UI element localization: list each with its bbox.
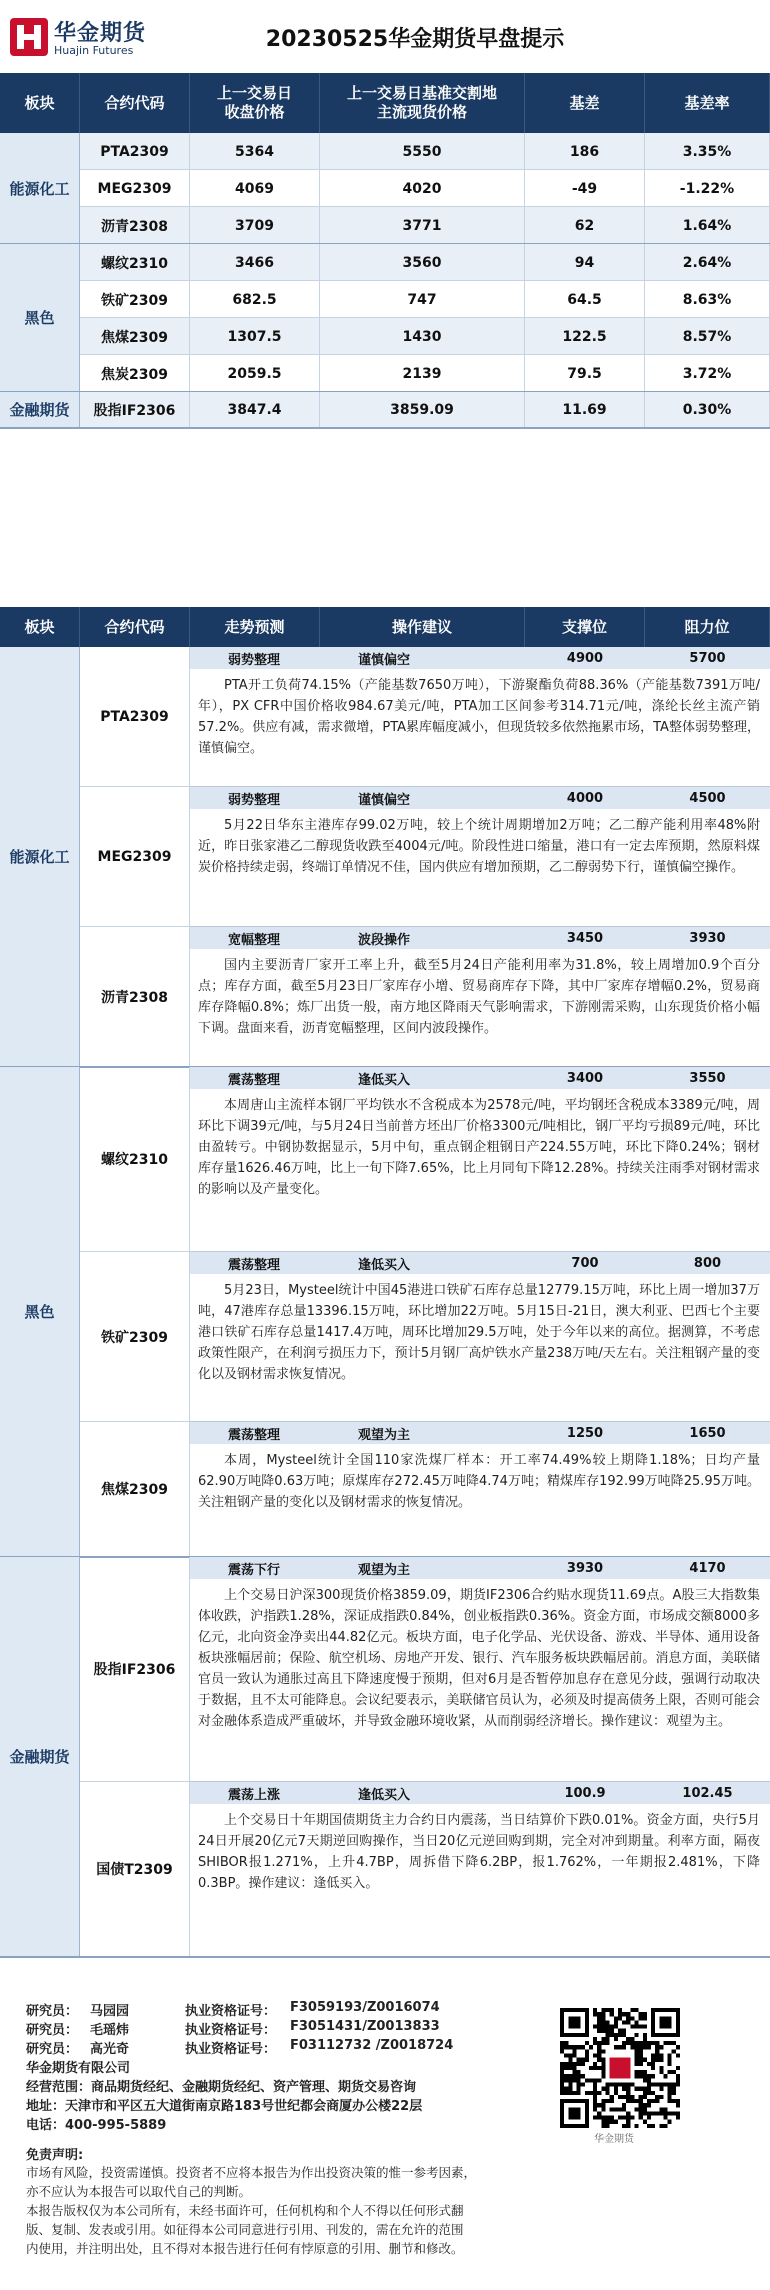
company-address: 地址：天津市和平区五大道街南京路183号世纪都会商厦办公楼22层 xyxy=(26,2099,423,2114)
contract-code: MEG2309 xyxy=(80,787,190,927)
table-cell: -49 xyxy=(525,170,645,207)
disclaimer-line: 市场有风险，投资需谨慎。投资者不应将本报告为作出投资决策的惟一参考因素， xyxy=(26,2165,477,2180)
trend-forecast: 弱势整理 xyxy=(228,652,281,668)
table-header-cell: 合约代码 xyxy=(80,607,190,647)
operation-advice: 逢低买入 xyxy=(358,1257,411,1273)
cert-number: F03112732 /Z0018724 xyxy=(290,2038,454,2053)
cert-label: 执业资格证号： xyxy=(185,2004,277,2019)
company-name: 华金期货有限公司 xyxy=(26,2061,131,2076)
table-cell: 1430 xyxy=(320,318,525,355)
table-cell: 62 xyxy=(525,207,645,244)
contract-code: 螺纹2310 xyxy=(80,1067,190,1252)
table-cell: 5364 xyxy=(190,133,320,170)
table-cell: 3466 xyxy=(190,244,320,281)
contract-code: 沥青2308 xyxy=(80,927,190,1067)
cert-number: F3051431/Z0013833 xyxy=(290,2019,440,2034)
support-level: 4000 xyxy=(566,790,604,806)
researcher-role: 研究员： xyxy=(26,2023,79,2038)
table-cell: 79.5 xyxy=(525,355,645,392)
trend-forecast: 震荡整理 xyxy=(228,1072,281,1088)
table-cell: 8.63% xyxy=(645,281,770,318)
table-header-cell: 上一交易日 收盘价格 xyxy=(190,73,320,133)
table-cell: 3859.09 xyxy=(320,392,525,428)
table-cell: 747 xyxy=(320,281,525,318)
contract-code: 股指IF2306 xyxy=(80,392,190,428)
resistance-level: 5700 xyxy=(689,650,726,666)
table-cell: 186 xyxy=(525,133,645,170)
section-divider xyxy=(0,427,770,429)
analysis-text: 本周，Mysteel统计全国110家洗煤厂样本：开工率74.49%较上期降1.18%；日均产量62.90万吨降0.63万吨；原煤库存272.45万吨降4.74万吨；精煤库存192.99万吨降25.95万吨。关注粗钢产量的变化以及钢材需求的恢复情况。 xyxy=(198,1453,760,1510)
table-header-cell: 合约代码 xyxy=(80,73,190,133)
table-cell: 3847.4 xyxy=(190,392,320,428)
resistance-level: 4170 xyxy=(689,1560,726,1576)
trend-forecast: 震荡整理 xyxy=(228,1257,281,1273)
operation-advice: 谨慎偏空 xyxy=(358,652,411,668)
contract-code: 股指IF2306 xyxy=(80,1557,190,1782)
table-cell: 1307.5 xyxy=(190,318,320,355)
resistance-level: 102.45 xyxy=(682,1785,733,1801)
table-header-cell: 板块 xyxy=(0,73,80,133)
support-level: 3400 xyxy=(566,1070,604,1086)
section-label: 金融期货 xyxy=(0,1557,80,1957)
trend-forecast: 震荡上涨 xyxy=(228,1787,281,1803)
analysis-text: 5月22日华东主港库存99.02万吨，较上个统计周期增加2万吨；乙二醇产能利用率48%附近，昨日张家港乙二醇现货收跌至4004元/吨。阶段性进口缩量，港口有一定去库预期，然原料煤炭价格持续走弱，终端订单情况不佳，国内供应有增加预期，乙二醇弱势下行，谨慎偏空操作。 xyxy=(198,818,760,875)
support-level: 4900 xyxy=(566,650,604,666)
trend-forecast: 震荡整理 xyxy=(228,1427,281,1443)
cert-label: 执业资格证号： xyxy=(185,2023,277,2038)
researcher-role: 研究员： xyxy=(26,2042,79,2057)
logo-cn: 华金期货 xyxy=(54,21,147,46)
analysis-text: 5月23日，Mysteel统计中国45港进口铁矿石库存总量12779.15万吨，环比上周一增加37万吨，47港库存总量13396.15万吨，环比增加22万吨。5月15日-21日，澳大利亚、巴西七个主要港口铁矿石库存总量1417.4万吨，周环比增加29.5万吨，处于今年以来的高位。据测算，不考虑政策性限产，在利润亏损压力下，预计5月钢厂高炉铁水产量238万吨/天左右。关注粗钢产量的变化以及钢材需求恢复情况。 xyxy=(198,1283,760,1382)
table-cell: 64.5 xyxy=(525,281,645,318)
support-level: 100.9 xyxy=(564,1785,606,1801)
table-cell: -1.22% xyxy=(645,170,770,207)
contract-code: PTA2309 xyxy=(80,133,190,170)
page-title: 20230525华金期货早盘提示 xyxy=(265,27,565,52)
contract-code: 铁矿2309 xyxy=(80,1252,190,1422)
researcher-name: 马园园 xyxy=(90,2004,130,2019)
section-label: 能源化工 xyxy=(0,647,80,1067)
business-scope: 经营范围：商品期货经纪、金融期货经纪、资产管理、期货交易咨询 xyxy=(26,2080,417,2095)
analysis-text: 国内主要沥青厂家开工率上升，截至5月24日产能利用率为31.8%，较上周增加0.9个百分点；库存方面，截至5月23日厂家库存小增、贸易商库存下降，其中厂家库存增幅0.2%，贸易商库存降幅0.8%；炼厂出货一般，南方地区降雨天气影响需求，下游刚需采购，山东现货价格小幅下调。盘面来看，沥青宽幅整理，区间内波段操作。 xyxy=(198,958,760,1036)
section-label: 能源化工 xyxy=(0,133,80,244)
table-cell: 682.5 xyxy=(190,281,320,318)
contract-code: 焦煤2309 xyxy=(80,318,190,355)
disclaimer-line: 内使用，并注明出处，且不得对本报告进行任何有悖原意的引用、删节和修改。 xyxy=(26,2241,464,2256)
table-header-cell: 板块 xyxy=(0,607,80,647)
resistance-level: 4500 xyxy=(689,790,726,806)
operation-advice: 观望为主 xyxy=(358,1562,411,1578)
operation-advice: 逢低买入 xyxy=(358,1787,411,1803)
operation-advice: 谨慎偏空 xyxy=(358,792,411,808)
resistance-level: 1650 xyxy=(689,1425,726,1441)
table-cell: 2139 xyxy=(320,355,525,392)
table-cell: 2.64% xyxy=(645,244,770,281)
resistance-level: 800 xyxy=(693,1255,722,1271)
operation-advice: 波段操作 xyxy=(358,932,411,948)
table-header-cell: 操作建议 xyxy=(320,607,525,647)
researcher-role: 研究员： xyxy=(26,2004,79,2019)
table-header-cell: 支撑位 xyxy=(525,607,645,647)
section-label: 黑色 xyxy=(0,244,80,392)
table-header-cell: 走势预测 xyxy=(190,607,320,647)
contract-code: 铁矿2309 xyxy=(80,281,190,318)
table-header-cell: 基差 xyxy=(525,73,645,133)
contract-code: 沥青2308 xyxy=(80,207,190,244)
section-label: 黑色 xyxy=(0,1067,80,1557)
table-header-cell: 基差率 xyxy=(645,73,770,133)
table-cell: 94 xyxy=(525,244,645,281)
analysis-text: 上个交易日十年期国债期货主力合约日内震荡，当日结算价下跌0.01%。资金方面，央行5月24日开展20亿元7天期逆回购操作，当日20亿元逆回购到期，完全对冲到期量。利率方面，隔夜SHIBOR报1.271%，上升4.7BP，周拆借下降6.2BP，报1.762%，一年期报2.481%，下降0.3BP。操作建议：逢低买入。 xyxy=(198,1813,760,1891)
qr-code xyxy=(560,2008,680,2128)
table-cell: 4020 xyxy=(320,170,525,207)
trend-forecast: 宽幅整理 xyxy=(228,932,281,948)
contract-code: 螺纹2310 xyxy=(80,244,190,281)
disclaimer-line: 亦不应认为本报告可以取代自己的判断。 xyxy=(26,2184,252,2199)
table-cell: 4069 xyxy=(190,170,320,207)
contract-code: 国债T2309 xyxy=(80,1782,190,1957)
table-cell: 1.64% xyxy=(645,207,770,244)
support-level: 3450 xyxy=(566,930,604,946)
support-level: 700 xyxy=(571,1255,599,1271)
cert-label: 执业资格证号： xyxy=(185,2042,277,2057)
table-cell: 11.69 xyxy=(525,392,645,428)
table-header-cell: 上一交易日基准交割地 主流现货价格 xyxy=(320,73,525,133)
disclaimer-title: 免责声明: xyxy=(26,2148,84,2163)
cert-number: F3059193/Z0016074 xyxy=(290,2000,440,2015)
trend-forecast: 震荡下行 xyxy=(228,1562,281,1578)
support-level: 1250 xyxy=(566,1425,604,1441)
support-level: 3930 xyxy=(566,1560,604,1576)
company-phone: 电话：400-995-5889 xyxy=(26,2118,167,2133)
contract-code: 焦煤2309 xyxy=(80,1422,190,1557)
table-cell: 3.72% xyxy=(645,355,770,392)
table-header-cell: 阻力位 xyxy=(645,607,770,647)
table-cell: 3.35% xyxy=(645,133,770,170)
contract-code: MEG2309 xyxy=(80,170,190,207)
disclaimer-line: 版、复制、发表或引用。如征得本公司同意进行引用、刊发的，需在允许的范围 xyxy=(26,2222,464,2237)
analysis-text: 上个交易日沪深300现货价格3859.09，期货IF2306合约贴水现货11.69点。A股三大指数集体收跌，沪指跌1.28%，深证成指跌0.84%，创业板指跌0.36%。资金方面，市场成交额8000多亿元，北向资金净卖出44.82亿元。板块方面，电子化学品、光伏设备、游戏、半导体、通用设备板块涨幅居前；保险、航空机场、房地产开发、银行、汽车服务板块跌幅居前。消息方面，美联储官员一致认为通胀过高且下降速度慢于预期，但对6月是否暂停加息存在意见分歧，强调行动取决于数据，且不太可能降息。会议纪要表示，美联储官员认为，必须及时提高债务上限，否则可能会对金融体系造成严重破坏，并导致金融环境收紧，从而削弱经济增长。操作建议：观望为主。 xyxy=(198,1588,760,1729)
logo-en: Huajin Futures xyxy=(54,44,134,57)
qr-label: 华金期货 xyxy=(594,2134,634,2145)
table-cell: 3560 xyxy=(320,244,525,281)
contract-code: PTA2309 xyxy=(80,647,190,787)
researcher-name: 毛瑶炜 xyxy=(90,2023,130,2038)
analysis-text: 本周唐山主流样本钢厂平均铁水不含税成本为2578元/吨，平均钢坯含税成本3389元/吨，周环比下调39元/吨，与5月24日当前普方坯出厂价格3300元/吨相比，钢厂平均亏损89元/吨，环比由盈转亏。中钢协数据显示，5月中旬，重点钢企粗钢日产224.55万吨，环比下降0.24%；钢材库存量1626.46万吨，比上一旬下降7.65%，比上月同旬下降12.28%。持续关注雨季对钢材需求的影响以及产量变化。 xyxy=(198,1098,760,1197)
table-cell: 0.30% xyxy=(645,392,770,428)
resistance-level: 3930 xyxy=(689,930,726,946)
researcher-name: 高光奇 xyxy=(90,2042,130,2057)
section-divider xyxy=(0,1956,770,1958)
section-label: 金融期货 xyxy=(0,392,80,428)
table-cell: 8.57% xyxy=(645,318,770,355)
table-cell: 5550 xyxy=(320,133,525,170)
operation-advice: 逢低买入 xyxy=(358,1072,411,1088)
trend-forecast: 弱势整理 xyxy=(228,792,281,808)
operation-advice: 观望为主 xyxy=(358,1427,411,1443)
table-cell: 3709 xyxy=(190,207,320,244)
table-cell: 2059.5 xyxy=(190,355,320,392)
table-cell: 3771 xyxy=(320,207,525,244)
resistance-level: 3550 xyxy=(689,1070,726,1086)
table-cell: 122.5 xyxy=(525,318,645,355)
analysis-text: PTA开工负荷74.15%（产能基数7650万吨），下游聚酯负荷88.36%（产能基数7391万吨/年），PX CFR中国价格收984.67美元/吨，PTA加工区间参考314.71元/吨，涤纶长丝主流产销57.2%。供应有减，需求微增，PTA累库幅度减小，但现货较多依然拖累市场，TA整体弱势整理，谨慎偏空。 xyxy=(198,678,760,756)
disclaimer-line: 本报告版权仅为本公司所有，未经书面许可，任何机构和个人不得以任何形式翻 xyxy=(26,2203,464,2218)
contract-code: 焦炭2309 xyxy=(80,355,190,392)
